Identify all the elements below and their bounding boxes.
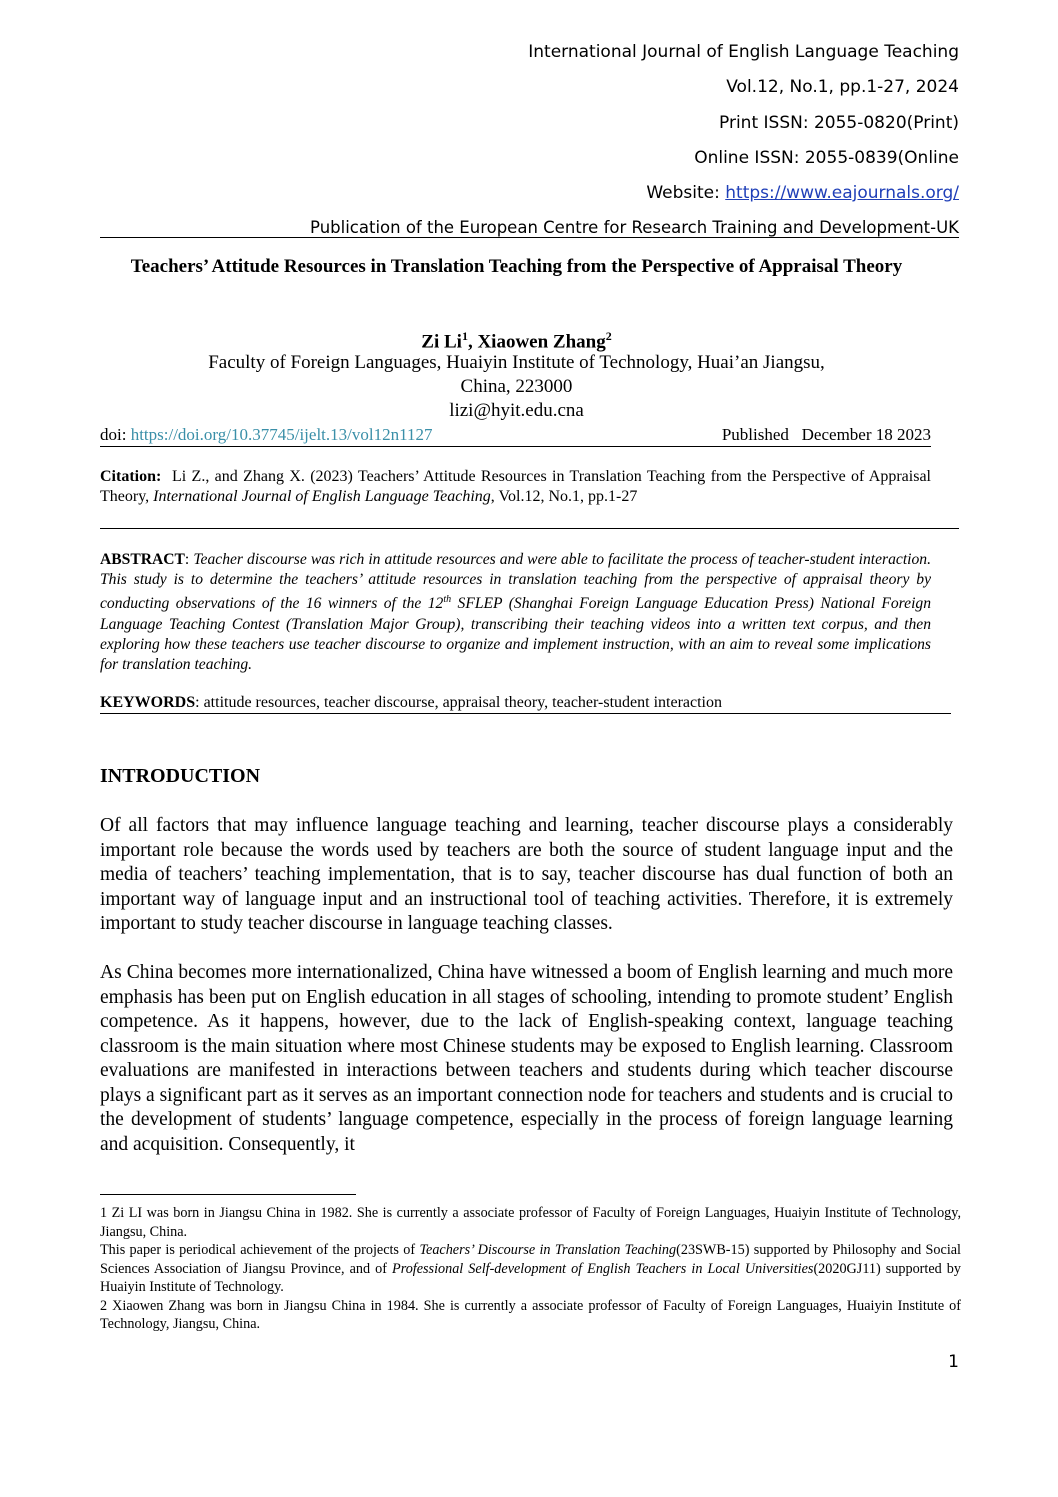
citation-label: Citation: (100, 468, 162, 485)
body-paragraph: Of all factors that may influence language teaching and learning, teacher discourse plays a considerably important role because the words used by teachers are both the source of student language input and the media of teachers’ teaching implementation, that is to say, teacher discourse has dual function of both an important way of language input and an instructional tool of teaching activities. Therefore, it is extremely important to study teacher discourse in language teaching classes. (100, 815, 953, 934)
author-email: lizi@hyit.edu.cna (449, 400, 584, 421)
author-superscript: 1 (461, 329, 468, 343)
print-issn: Print ISSN: 2055-0820(Print) (719, 113, 959, 133)
author-name: Zi Li (421, 331, 462, 353)
footnote: 2 Xiaowen Zhang was born in Jiangsu China in 1984. She is currently a associate professor of Faculty of Foreign Languages, Huaiyin Institute of Technology, Jiangsu, China. (100, 1297, 961, 1332)
footnote-text: This paper is periodical achievement of the projects of (100, 1242, 420, 1258)
citation-text: , Vol.12, No.1, pp.1-27 (490, 488, 638, 505)
doi-link[interactable]: https://doi.org/10.37745/ijelt.13/vol12n1127 (130, 425, 433, 444)
abstract-label: ABSTRACT (100, 551, 185, 568)
author-separator: , (467, 331, 478, 353)
paper-title: Teachers’ Attitude Resources in Translation Teaching from the Perspective of Appraisal Theory (130, 256, 903, 277)
footnote-text: (2020GJ11) supported by Huaiyin Institute of Technology. (100, 1260, 961, 1295)
doi-row (100, 425, 931, 447)
footnote-text: (23SWB-15) supported by Philosophy and Social Sciences Association of Jiangsu Province, and of (100, 1242, 961, 1277)
keywords-label: KEYWORDS (100, 694, 196, 711)
author-line (100, 325, 933, 353)
project-title: Professional Self-development of English Teachers in Local Universities (392, 1260, 814, 1277)
abstract-colon: : (184, 551, 194, 568)
citation-text: Li Z., and Zhang X. (2023) Teachers’ Attitude Resources in Translation Teaching from the Perspective of Appraisal Theory, (100, 468, 935, 505)
footnote-divider (100, 1194, 356, 1195)
website-label: Website: (646, 183, 726, 203)
author-name: Xiaowen Zhang (477, 331, 606, 353)
page-number: 1 (948, 1352, 959, 1372)
author-superscript: 2 (605, 329, 612, 343)
keywords-text: : attitude resources, teacher discourse, appraisal theory, teacher-student interaction (195, 694, 722, 711)
body-paragraph: As China becomes more internationalized, China have witnessed a boom of English learning and much more emphasis has been put on English education in all stages of schooling, intending to promote student’ English competence. As it happens, however, due to the lack of English-speaking context, language teaching classroom is the main situation where most Chinese students may be exposed to English learning. Classroom evaluations are manifested in interactions between teachers and students during which teacher discourse plays a significant part as it serves as an important connection node for teachers and students and is crucial to the development of students’ language competence, especially in the process of foreign language learning and acquisition. Consequently, it (100, 962, 953, 1155)
website-line (646, 183, 959, 203)
abstract (100, 550, 931, 675)
citation-journal: International Journal of English Language Teaching (153, 488, 491, 505)
publisher-line: Publication of the European Centre for Research Training and Development-UK (100, 218, 959, 238)
affiliation-line: Faculty of Foreign Languages, Huaiyin Institute of Technology, Huai’an Jiangsu, (208, 352, 825, 373)
abstract-text: Teacher discourse was rich in attitude resources and were able to facilitate the process of teacher-student interaction. This study is to determine the teachers’ attitude resources in translation teaching from the perspective of appraisal theory by conducting observations of the 16 winners of the 12 (100, 551, 931, 613)
online-issn: Online ISSN: 2055-0839(Online (694, 148, 959, 168)
footnotes (100, 1204, 961, 1334)
abstract-text: SFLEP (Shanghai Foreign Language Education Press) National Foreign Language Teaching Contest (Translation Major Group), transcribing their teaching videos into a written text corpus, and then exploring how these teachers use teacher discourse to organize and implement instruction, with an aim to reveal some implications for translation teaching. (100, 595, 931, 674)
journal-name: International Journal of English Language Teaching (528, 42, 959, 62)
footnote (100, 1241, 961, 1297)
website-link[interactable]: https://www.eajournals.org/ (725, 183, 959, 203)
section-heading: INTRODUCTION (100, 765, 261, 787)
affiliation (100, 351, 933, 423)
keywords (100, 693, 951, 714)
project-title: Teachers’ Discourse in Translation Teaching (419, 1242, 677, 1258)
volume-info: Vol.12, No.1, pp.1-27, 2024 (726, 77, 959, 97)
divider (100, 528, 959, 529)
doi-label: doi: (100, 425, 131, 444)
footnote: 1 Zi LI was born in Jiangsu China in 1982. She is currently a associate professor of Faculty of Foreign Languages, Huaiyin Institute of Technology, Jiangsu, China. (100, 1205, 961, 1240)
abstract-superscript: th (443, 594, 452, 606)
citation (100, 467, 935, 507)
affiliation-line: China, 223000 (460, 376, 573, 397)
published-date: Published December 18 2023 (721, 425, 931, 444)
